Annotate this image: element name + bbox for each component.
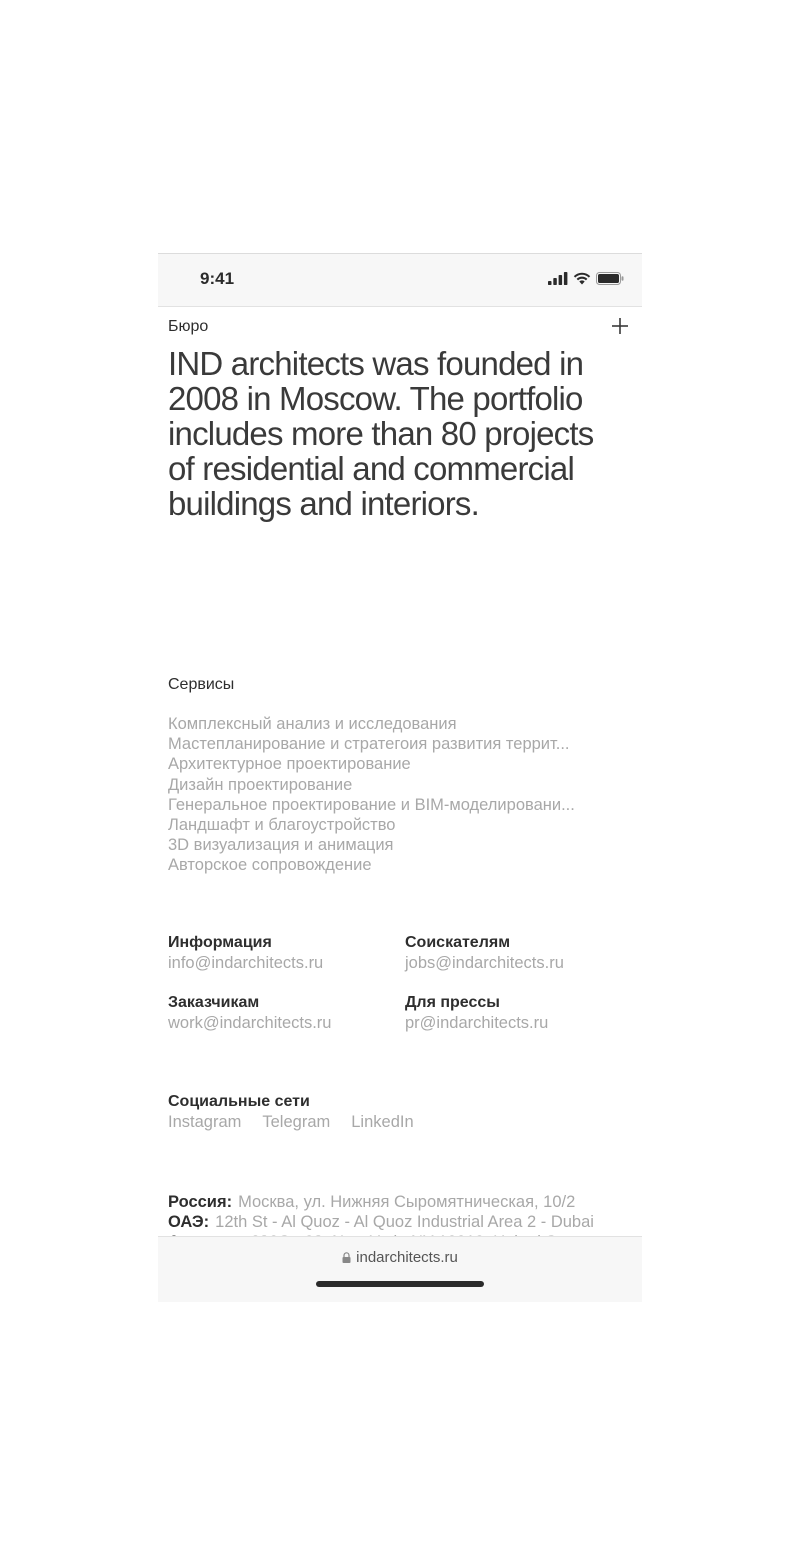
service-item[interactable]: Архитектурное проектирование <box>168 755 411 774</box>
wifi-icon <box>573 272 591 285</box>
service-item[interactable]: 3D визуализация и анимация <box>168 836 394 855</box>
address-country: ОАЭ: <box>168 1213 210 1231</box>
social-title: Социальные сети <box>168 1093 310 1110</box>
service-item[interactable]: Комплексный анализ и исследования <box>168 715 457 733</box>
contact-email-link[interactable]: jobs@indarchitects.ru <box>405 954 564 972</box>
contact-clients <box>168 993 398 1033</box>
contact-email-link[interactable]: pr@indarchitects.ru <box>405 1014 549 1032</box>
services-title: Сервисы <box>168 676 235 693</box>
plus-icon[interactable] <box>610 316 630 336</box>
contact-email-link[interactable]: info@indarchitects.ru <box>168 954 324 972</box>
service-item[interactable]: Ландшафт и благоустройство <box>168 816 396 835</box>
address-row <box>168 1192 638 1212</box>
service-item[interactable]: Авторское сопровождение <box>168 856 372 875</box>
home-indicator <box>316 1281 484 1287</box>
contact-label: Для прессы <box>405 994 500 1011</box>
service-item[interactable]: Дизайн проектирование <box>168 775 353 794</box>
browser-url-bar[interactable] <box>158 1236 642 1302</box>
social-section <box>168 1092 414 1132</box>
address-text: 12th St - Al Quoz - Al Quoz Industrial Area 2 - Dubai <box>215 1213 594 1231</box>
services-list <box>168 714 630 876</box>
url-display[interactable] <box>158 1249 642 1266</box>
address-country: Россия: <box>168 1193 233 1211</box>
social-link-telegram[interactable]: Telegram <box>262 1113 331 1131</box>
status-time: 9:41 <box>200 269 235 288</box>
lock-icon <box>342 1252 351 1263</box>
contact-email-link[interactable]: work@indarchitects.ru <box>168 1014 332 1032</box>
phone-screen <box>158 253 642 1302</box>
status-bar <box>158 254 642 307</box>
status-icons <box>548 272 624 285</box>
service-item[interactable]: Мастепланирование и стратегоия развития террит... <box>168 735 570 754</box>
address-text: Москва, ул. Нижняя Сыромятническая, 10/2 <box>238 1193 576 1211</box>
contact-label: Соискателям <box>405 934 511 951</box>
social-link-instagram[interactable]: Instagram <box>168 1113 242 1131</box>
social-links <box>168 1112 414 1132</box>
battery-icon <box>596 272 624 285</box>
cellular-signal-icon <box>548 272 568 285</box>
address-row <box>168 1212 638 1232</box>
url-text: indarchitects.ru <box>356 1249 458 1266</box>
section-label: Бюро <box>168 318 209 335</box>
page-content <box>168 306 630 1236</box>
intro-text: IND architects was founded in 2008 in Moscow. The portfolio includes more than 80 projects of residential and commercial buildings and interiors. <box>168 345 594 522</box>
service-item[interactable]: Генеральное проектирование и BIM-моделировани... <box>168 795 575 814</box>
contact-press <box>405 993 635 1033</box>
contact-info <box>168 933 398 973</box>
contact-label: Информация <box>168 934 272 951</box>
social-link-linkedin[interactable]: LinkedIn <box>351 1113 414 1131</box>
contact-jobs <box>405 933 635 973</box>
contact-label: Заказчикам <box>168 994 260 1011</box>
